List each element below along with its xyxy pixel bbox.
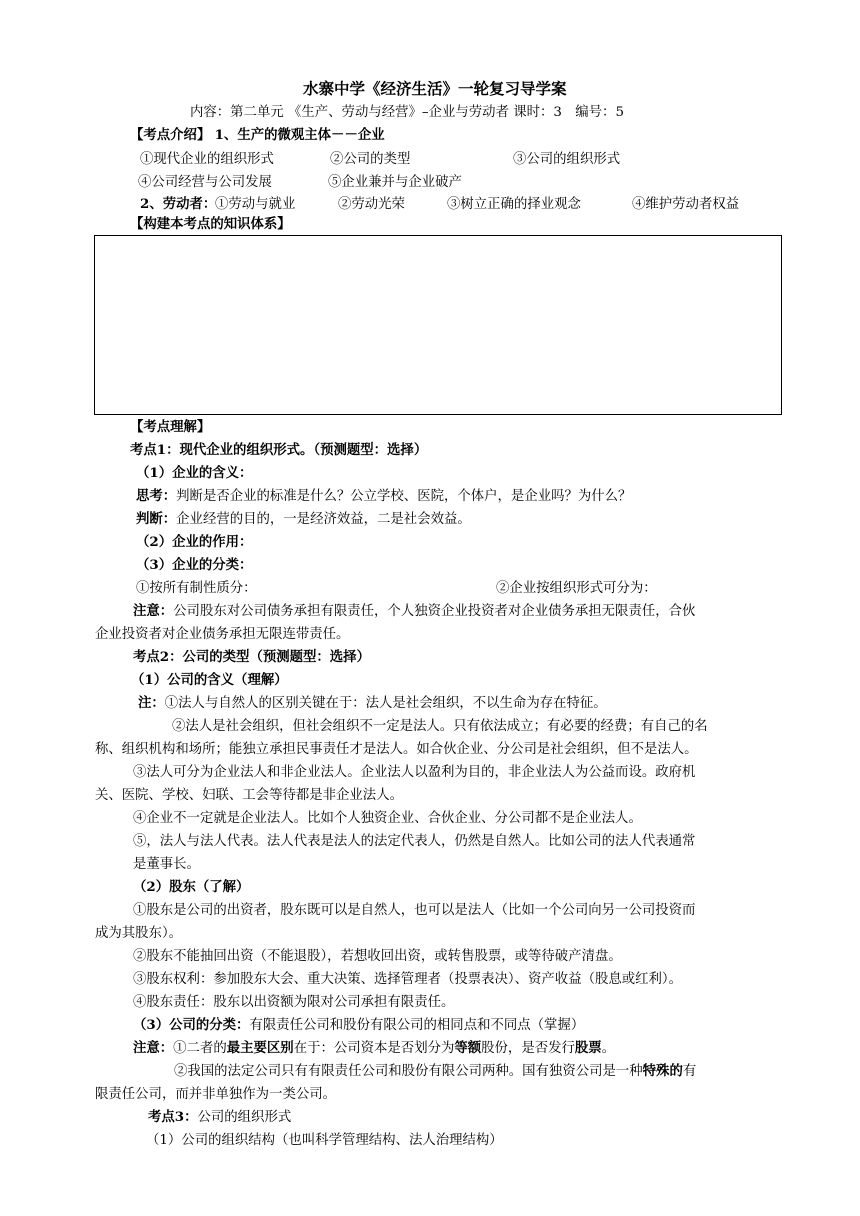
intro-heading: 【考点介绍】 [130, 127, 211, 143]
s3-label: （3）公司的分类： [133, 1017, 250, 1033]
intro-item: ⑤企业兼并与企业破产 [328, 175, 462, 190]
class-a: ①按所有制性质分： [136, 581, 257, 596]
kp2-heading: 考点2：公司的类型（预测题型：选择） [133, 649, 370, 665]
kp1-think [136, 488, 631, 505]
kp1-heading: 考点1：现代企业的组织形式。（预测题型：选择） [130, 442, 428, 458]
kp3-label: 考点3： [148, 1109, 198, 1125]
s3-text: 有限责任公司和股份有限公司的相同点和不同点（掌握） [249, 1018, 585, 1033]
kp3-heading [148, 1109, 291, 1126]
intro-item: ④公司经营与公司发展 [138, 175, 272, 190]
note1-emph: 股票 [574, 1040, 602, 1056]
n1-label: 注： [138, 695, 165, 711]
intro-item: ②劳动光荣 [338, 197, 405, 212]
kp2-note2-line1 [174, 1063, 696, 1080]
kp1-s2: （2）企业的作用： [136, 534, 253, 550]
intro-item: ④维护劳动者权益 [632, 197, 740, 212]
think-text: 判断是否企业的标准是什么？公立学校、医院，个体户，是企业吗？为什么？ [176, 489, 632, 504]
kp2-s2: （2）股东（了解） [133, 879, 250, 895]
intro-item: ①劳动与就业 [215, 197, 296, 212]
intro-item: ①现代企业的组织形式 [140, 152, 274, 167]
page-subtitle: 内容：第二单元 《生产、劳动与经营》–企业与劳动者 课时：3 编号：5 [190, 105, 624, 120]
kp2-g4: ④股东责任：股东以出资额为限对公司承担有限责任。 [133, 995, 455, 1010]
note1-text: 。 [601, 1041, 616, 1056]
kp1-s3: （3）企业的分类： [136, 557, 253, 573]
kp2-s3 [133, 1017, 584, 1034]
note1-emph: 等额 [454, 1040, 482, 1056]
kp2-g2: ②股东不能抽回出资（不能退股），若想收回出资，或转售股票，或等待破产清盘。 [133, 949, 622, 964]
kp2-n3-line2: 关、医院、学校、妇联、工会等待都是非企业法人。 [95, 788, 403, 803]
note2-text: ②我国的法定公司只有有限责任公司和股份有限公司两种。国有独资公司是一种 [174, 1064, 643, 1079]
page-title: 水寨中学《经济生活》一轮复习导学案 [303, 79, 567, 98]
kp1-note [133, 603, 695, 620]
kp2-s1: （1）公司的含义（理解） [131, 672, 288, 688]
kp2-n4: ④企业不一定就是企业法人。比如个人独资企业、合伙企业、分公司都不是企业法人。 [133, 811, 642, 826]
kp1-note-line2: 企业投资者对企业债务承担无限连带责任。 [95, 627, 350, 642]
note-line1: 公司股东对公司债务承担有限责任，个人独资企业投资者对企业债务承担无限责任，合伙 [173, 604, 696, 619]
kp2-g3: ③股东权利：参加股东大会、重大决策、选择管理者（投票表决）、资产收益（股息或红利）。 [133, 972, 683, 987]
kp2-note-label: 注意： [133, 1040, 174, 1056]
kp2-n5-line1: ⑤，法人与法人代表。法人代表是法人的法定代表人，仍然是自然人。比如公司的法人代表通常 [133, 834, 696, 849]
note1-text: ①二者的 [173, 1041, 227, 1056]
intro-item: ③公司的组织形式 [513, 152, 621, 167]
kp2-note1 [133, 1040, 615, 1057]
knowledge-system-box[interactable] [94, 235, 782, 415]
intro-item: ②公司的类型 [330, 152, 411, 167]
note1-emph: 最主要区别 [226, 1040, 294, 1056]
kp2-g1-line2: 成为其股东）。 [95, 926, 183, 941]
system-heading: 【构建本考点的知识体系】 [130, 216, 291, 232]
kp2-n1 [138, 695, 607, 712]
note2-emph: 特殊的 [642, 1063, 683, 1079]
note1-text: 股份，是否发行 [481, 1041, 575, 1056]
intro-heading-line [130, 127, 385, 144]
n1-text: ①法人与自然人的区别关键在于：法人是社会组织，不以生命为存在特征。 [164, 696, 607, 711]
kp3-s1: （1）公司的组织结构（也叫科学管理结构、法人治理结构） [146, 1133, 503, 1148]
kp2-n5-line2: 是董事长。 [133, 857, 200, 872]
kp2-n3-line1: ③法人可分为企业法人和非企业法人。企业法人以盈利为目的，非企业法人为公益而设。政府机 [133, 765, 696, 780]
kp2-n2-line2: 称、组织机构和场所；能独立承担民事责任才是法人。如合伙企业、分公司是社会组织，但不是法人。 [95, 742, 698, 757]
judge-label: 判断： [136, 511, 177, 527]
note2-text: 有 [682, 1064, 697, 1079]
kp2-n2-line1: ②法人是社会组织，但社会组织不一定是法人。只有依法成立；有必要的经费；有自己的名 [172, 719, 708, 734]
kp2-note2-line2: 限责任公司，而并非单独作为一类公司。 [95, 1087, 337, 1102]
kp1-s1: （1）企业的含义： [136, 465, 253, 481]
think-label: 思考： [136, 488, 177, 504]
class-b: ②企业按组织形式可分为： [496, 581, 657, 596]
kp1-judge [136, 511, 471, 528]
judge-text: 企业经营的目的，一是经济效益，二是社会效益。 [176, 512, 471, 527]
intro-topic2-label: 2、劳动者： [140, 196, 217, 212]
kp2-g1-line1: ①股东是公司的出资者，股东既可以是自然人，也可以是法人（比如一个公司向另一公司投资而 [133, 903, 696, 918]
note-label: 注意： [133, 603, 174, 619]
intro-item: ③树立正确的择业观念 [447, 197, 581, 212]
intro-topic1: 1、生产的微观主体－－企业 [214, 127, 385, 143]
understand-heading: 【考点理解】 [130, 419, 211, 435]
kp3-text: 公司的组织形式 [197, 1110, 292, 1125]
note1-text: 在于：公司资本是否划分为 [293, 1041, 455, 1056]
